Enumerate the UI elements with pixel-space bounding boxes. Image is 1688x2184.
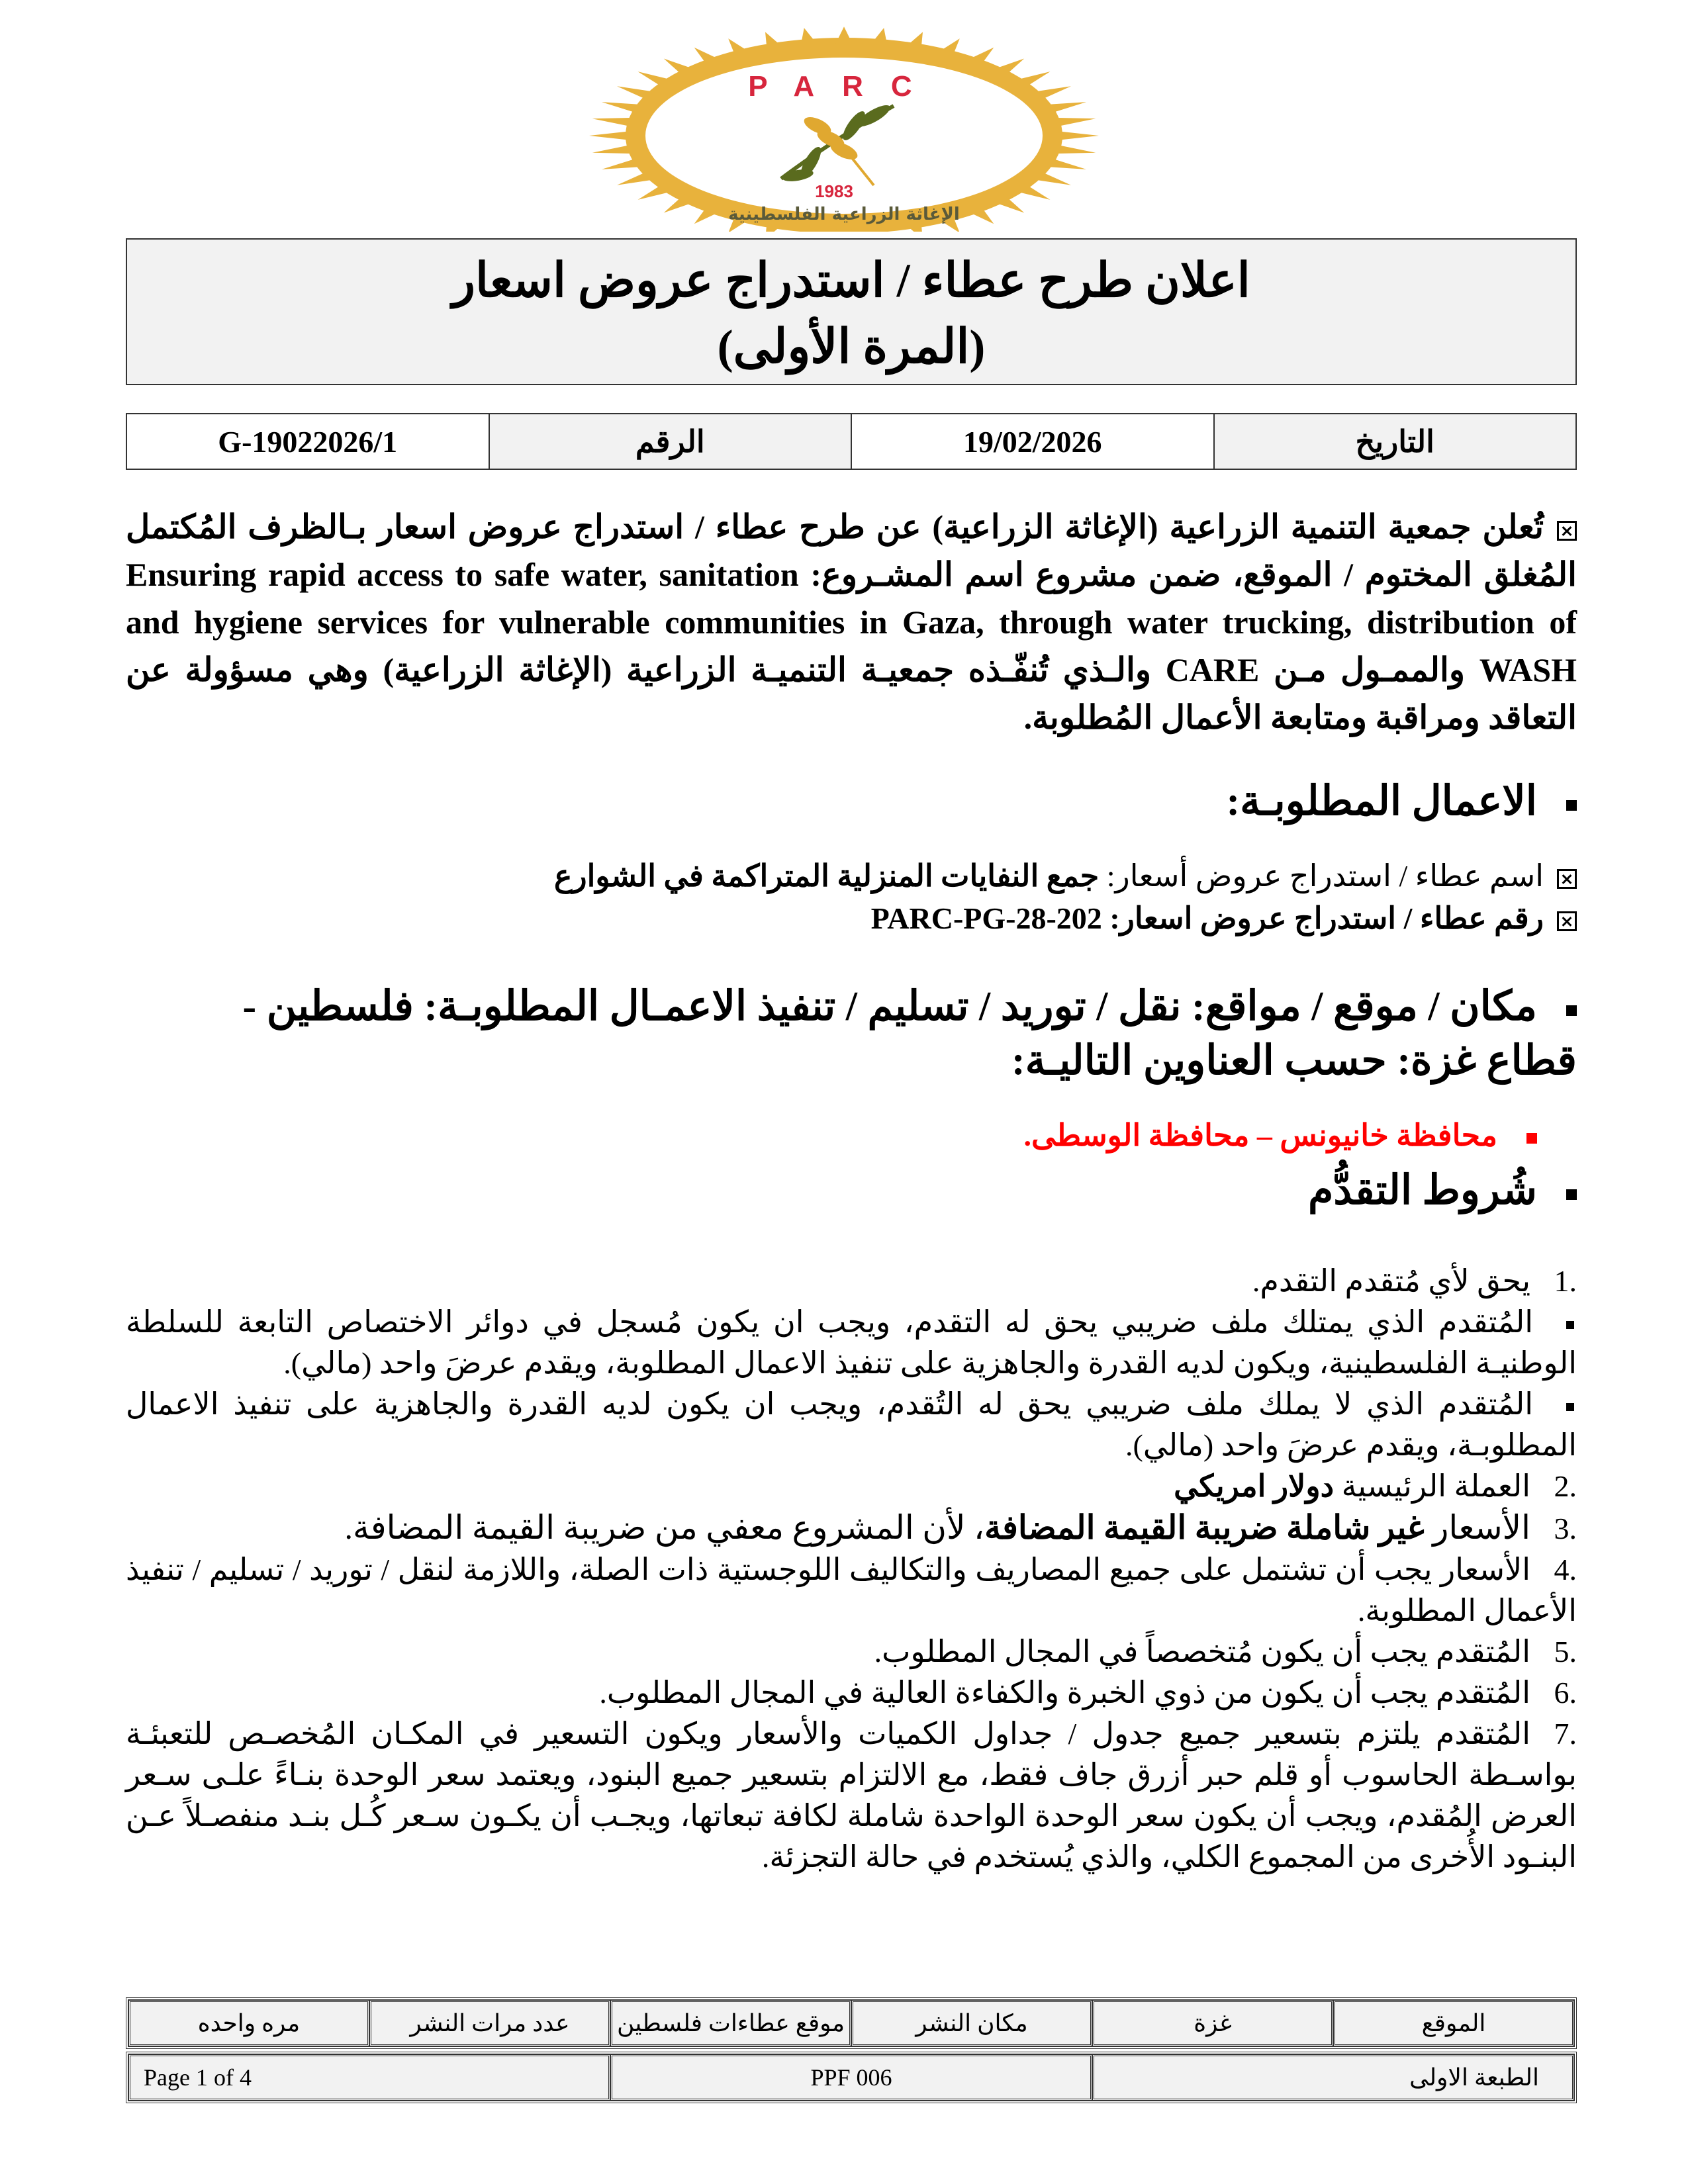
- footer-publish-count-value: مره واحده: [128, 2000, 369, 2046]
- footer-publish-count-label: عدد مرات النشر: [369, 2000, 610, 2046]
- footer-publication-table: [126, 1997, 1577, 2049]
- tender-name-value: جمع النفايات المنزلية المتراكمة في الشوارع: [553, 859, 1100, 893]
- bullet-square-icon: [1566, 1321, 1574, 1329]
- location-heading: [126, 979, 1577, 1034]
- sun-ray: [589, 131, 629, 140]
- logo-arabic-name: الإغاثة الزراعية الفلسطينية: [728, 205, 960, 224]
- condition-item: [126, 1261, 1577, 1302]
- footer-publish-place-value: موقع عطاءات فلسطين: [610, 2000, 851, 2046]
- condition-item: [126, 1507, 1577, 1549]
- footer-form-code: PPF 006: [610, 2054, 1092, 2101]
- condition-number: 5.: [1554, 1635, 1577, 1668]
- sun-ray: [1059, 131, 1099, 140]
- conditions-heading: [126, 1163, 1577, 1218]
- condition-text: الأسعار: [1424, 1509, 1530, 1546]
- condition-item: [126, 1672, 1577, 1713]
- announcement-title: اعلان طرح عطاء / استدراج عروض اسعار: [452, 254, 1250, 307]
- works-section: [126, 774, 1577, 940]
- condition-subitem: [126, 1384, 1577, 1466]
- location-heading-line1: مكان / موقع / مواقع: نقل / توريد / تسليم / تنفيذ الاعمـال المطلوبـة: فلسطين -: [242, 984, 1537, 1029]
- intro-text-2: والممـول مـن: [1259, 651, 1479, 688]
- condition-number: 1.: [1554, 1264, 1577, 1298]
- date-value: 19/02/2026: [851, 414, 1214, 469]
- sun-ray: [1055, 145, 1096, 154]
- tender-number-row: [126, 897, 1577, 940]
- tender-name-row: [126, 855, 1577, 897]
- donor-name: CARE: [1165, 651, 1260, 688]
- tender-name-label: اسم عطاء / استدراج عروض أسعار:: [1099, 859, 1544, 893]
- condition-text: المُتقدم الذي يمتلك ملف ضريبي يحق له التقدم، ويجب ان يكون مُسجل في دوائر الاختصاص التابعة للسلطة الوطنيـة الفلسطينية، ويكون لديه القدرة والجاهزية على تنفيذ الاعمال المطلوبة، ويقدم عرضَ واحد (مالي).: [126, 1305, 1577, 1380]
- condition-number: 3.: [1554, 1512, 1577, 1545]
- condition-item: [126, 1549, 1577, 1631]
- logo-acronym: PARC: [748, 70, 940, 103]
- condition-text: المُتقدم الذي لا يملك ملف ضريبي يحق له التُقدم، ويجب ان يكون لديه القدرة والجاهزية على تنفيذ الاعمال المطلوبـة، ويقدم عرضَ واحد (مالي).: [126, 1387, 1577, 1462]
- condition-text-bold: دولار امريكي: [1174, 1469, 1335, 1503]
- footer-location-value: غزة: [1092, 2000, 1333, 2046]
- sun-ray: [1055, 118, 1096, 126]
- sun-ray: [833, 26, 855, 48]
- condition-text: العملة الرئيسية: [1334, 1469, 1530, 1503]
- parc-logo: [583, 26, 1105, 232]
- areas-row: [126, 1115, 1577, 1157]
- bullet-square-icon: [1566, 1005, 1577, 1016]
- footer-edition: الطبعة الاولى: [1092, 2054, 1574, 2101]
- bullet-square-red-icon: [1526, 1133, 1537, 1144]
- works-heading-text: الاعمال المطلوبـة:: [1226, 779, 1537, 824]
- footer-publish-place-label: مكان النشر: [851, 2000, 1092, 2046]
- checkbox-x-icon: [1557, 911, 1577, 931]
- date-label: التاريخ: [1214, 414, 1577, 469]
- intro-paragraph: [126, 503, 1577, 741]
- checkbox-x-icon: [1557, 521, 1577, 541]
- number-value: G-19022026/1: [126, 414, 489, 469]
- location-heading-line2: قطاع غزة: حسب العناوين التاليـة:: [1011, 1038, 1577, 1083]
- sun-ray: [1045, 102, 1086, 113]
- bullet-square-icon: [1566, 800, 1577, 811]
- project-name: Ensuring rapid access to safe water, sanitation and hygiene services for vulnerable communities in Gaza, through water trucking, distribution of WASH: [126, 556, 1577, 688]
- condition-number: 6.: [1554, 1676, 1577, 1709]
- announcement-title-box: [126, 238, 1577, 385]
- meta-table: [126, 413, 1577, 470]
- condition-text-bold: غير شاملة ضريبة القيمة المضافة: [984, 1509, 1425, 1546]
- sun-ray: [602, 158, 643, 169]
- condition-number: 7.: [1554, 1717, 1577, 1751]
- areas-text: محافظة خانيونس – محافظة الوسطى.: [1023, 1118, 1497, 1152]
- condition-item: [126, 1713, 1577, 1878]
- intro-text-1: تُعلن جمعية التنمية الزراعية (الإغاثة الزراعية) عن طرح عطاء / استدراج عروض اسعار بـالظرف المُكتمل المُغلق المختوم / الموقع، ضمن مشروع اسم المشـروع:: [126, 508, 1577, 593]
- condition-text: المُتقدم يجب أن يكون من ذوي الخبرة والكفاءة العالية في المجال المطلوب.: [599, 1676, 1530, 1709]
- conditions-heading-text: شُروط التقدُّم: [1307, 1168, 1537, 1213]
- condition-text: المُتقدم يجب أن يكون مُتخصصاً في المجال المطلوب.: [874, 1635, 1530, 1668]
- tender-number-value: PARC-PG-28-202: [870, 901, 1102, 935]
- condition-item: [126, 1631, 1577, 1672]
- footer-page-number: Page 1 of 4: [128, 2054, 610, 2101]
- announcement-subtitle: (المرة الأولى): [717, 320, 986, 373]
- condition-text: يحق لأي مُتقدم التقدم.: [1252, 1264, 1530, 1298]
- logo-year: 1983: [815, 181, 853, 201]
- conditions-list: [126, 1261, 1577, 1878]
- works-heading: [126, 774, 1577, 829]
- condition-text: ، لأن المشروع معفي من ضريبة القيمة المضافة.: [344, 1509, 985, 1546]
- checkbox-x-icon: [1557, 869, 1577, 889]
- intro-text-3: والـذي تُنفّـذه جمعيـة التنميـة الزراعية (الإغاثة الزراعية) وهي مسؤولة عن التعاقد ومراقبة ومتابعة الأعمال المُطلوبة.: [126, 651, 1577, 736]
- sun-ray: [592, 145, 633, 154]
- condition-item: [126, 1466, 1577, 1507]
- tender-number-label: رقم عطاء / استدراج عروض اسعار:: [1102, 901, 1544, 935]
- footer-doc-table: [126, 2052, 1577, 2103]
- condition-text: المُتقدم يلتزم بتسعير جميع جدول / جداول الكميات والأسعار ويكون التسعير في المكـان المُخصـص للتعبئـة بواسـطة الحاسوب أو قلم حبر أزرق جاف فقط، مع الالتزام بتسعير جميع البنود، ويعتمد سعر الوحدة بنـاءً علـى سـعر العرض المُقدم، ويجب أن يكون سعر الوحدة الواحدة شاملة لكافة تبعاتها، ويجـب أن يكـون سـعر كُـل بنـد منفصـلاً عـن البنـود الأُخرى من المجموع الكلي، والذي يُستخدم في حالة التجزئة.: [126, 1717, 1577, 1874]
- location-section: [126, 979, 1577, 1218]
- intro-section: [126, 503, 1577, 741]
- condition-number: 2.: [1554, 1469, 1577, 1503]
- bullet-square-icon: [1566, 1403, 1574, 1411]
- footer-location-label: الموقع: [1333, 2000, 1574, 2046]
- condition-subitem: [126, 1302, 1577, 1384]
- sun-ray: [602, 102, 643, 113]
- sun-ray: [592, 118, 633, 126]
- sun-ray: [1045, 158, 1086, 169]
- condition-text: الأسعار يجب أن تشتمل على جميع المصاريف والتكاليف اللوجستية ذات الصلة، واللازمة لنقل / توريد / تسليم / تنفيذ الأعمال المطلوبة.: [126, 1553, 1577, 1627]
- number-label: الرقم: [489, 414, 852, 469]
- condition-number: 4.: [1554, 1553, 1577, 1586]
- bullet-square-icon: [1566, 1189, 1577, 1200]
